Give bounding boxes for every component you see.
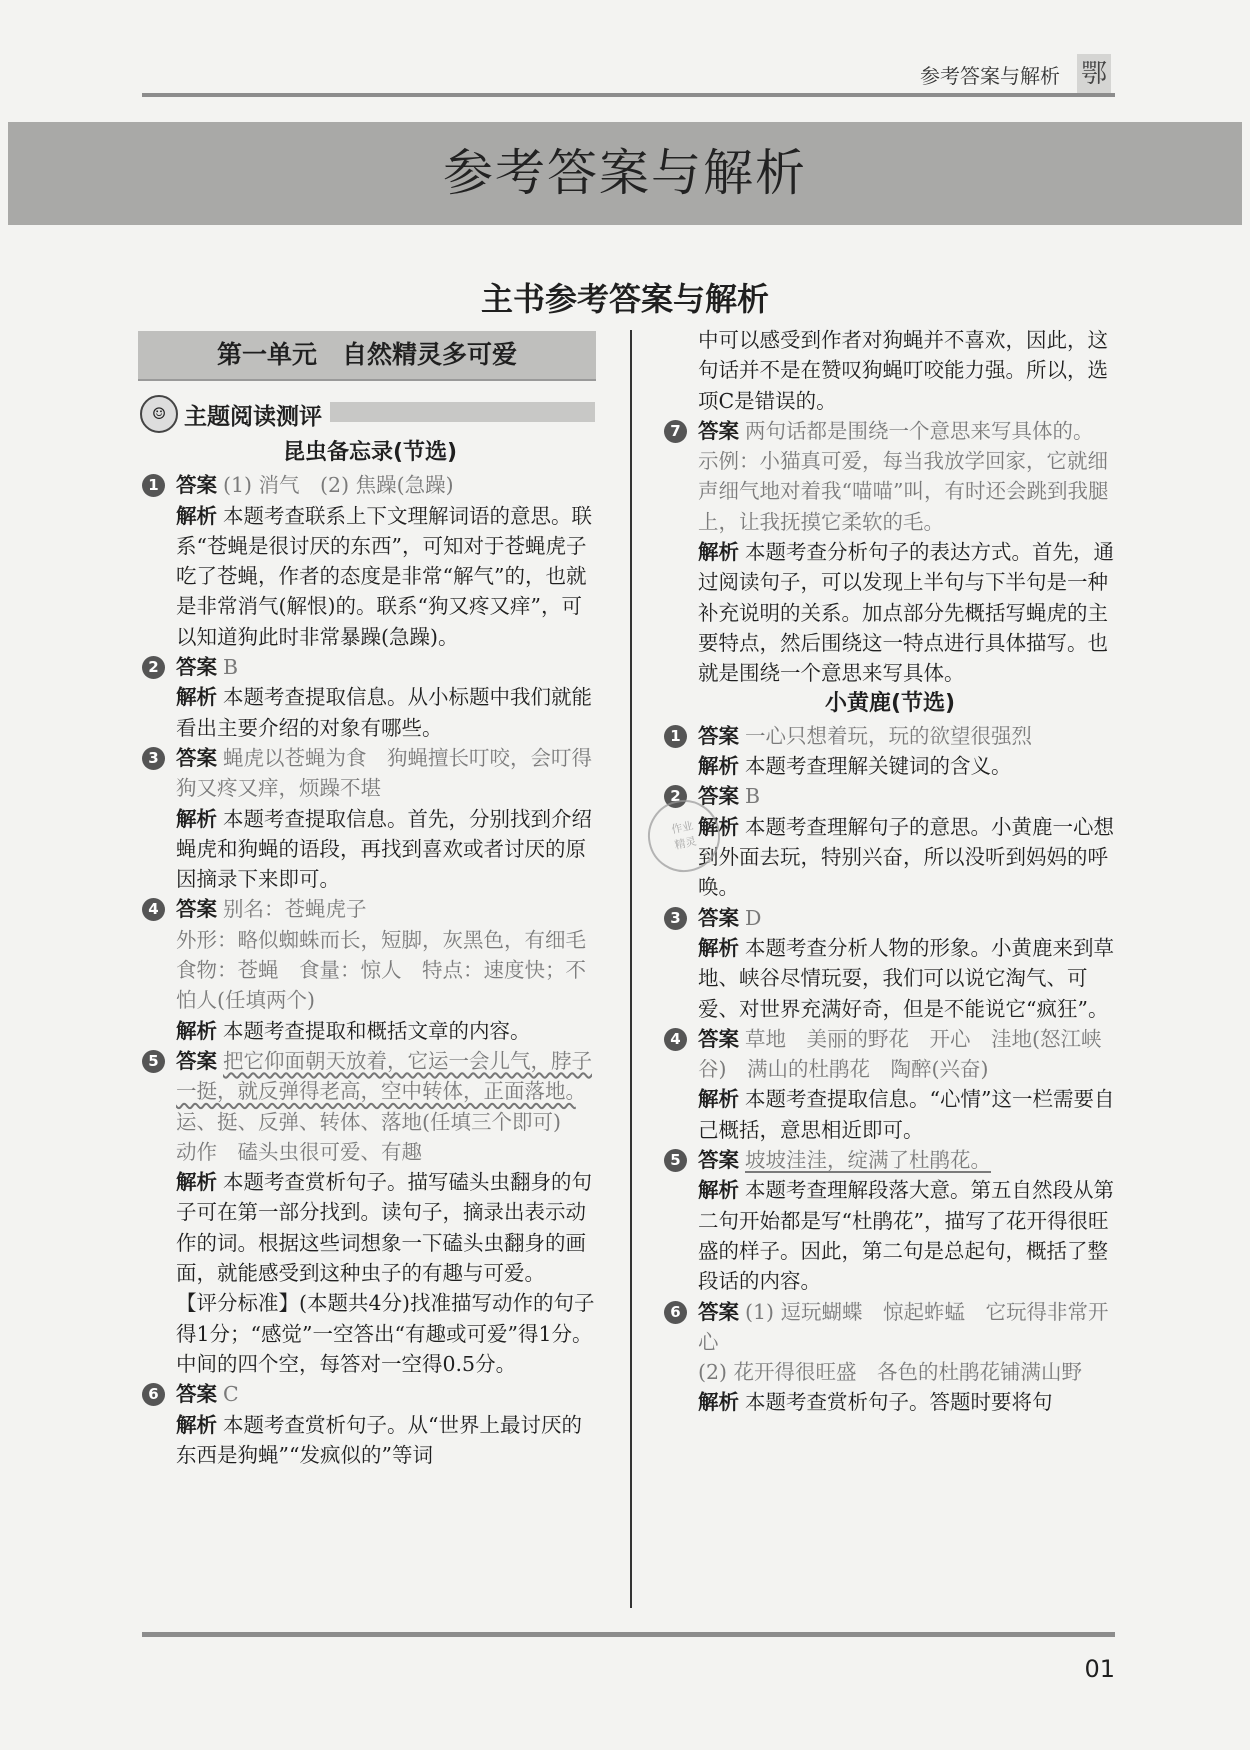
answer-item — [664, 1297, 1116, 1418]
question-number: 2 — [664, 785, 687, 808]
analysis-label: 解析 — [176, 1170, 217, 1195]
right-column — [664, 325, 1116, 1418]
analysis-text: 本题考查分析人物的形象。小黄鹿来到草地、峡谷尽情玩耍，我们可以说它淘气、可爱、对世界充满好奇，但是不能说它“疯狂”。 — [698, 935, 1114, 1021]
scoring-note: 【评分标准】(本题共4分)找准描写动作的句子得1分；“感觉”一空答出“有趣或可爱”得1分。中间的四个空，每答对一空得0.5分。 — [176, 1291, 595, 1376]
answer-label: 答案 — [176, 655, 217, 680]
running-title: 参考答案与解析 — [920, 64, 1060, 88]
analysis-label: 解析 — [176, 806, 217, 831]
analysis-label: 解析 — [176, 1412, 217, 1437]
answer-text: 一心只想着玩，玩的欲望很强烈 — [745, 723, 1032, 748]
analysis-label: 解析 — [698, 1178, 739, 1203]
answer-text: D — [745, 905, 762, 930]
answer-item — [142, 652, 598, 743]
answer-item — [142, 894, 598, 1045]
answer-label: 答案 — [176, 473, 217, 498]
analysis-text: 本题考查理解句子的意思。小黄鹿一心想到外面去玩，特别兴奋，所以没听到妈妈的呼唤。 — [698, 814, 1114, 900]
analysis-text: 本题考查联系上下文理解词语的意思。联系“苍蝇是很讨厌的东西”，可知对于苍蝇虎子吃了苍蝇，作者的态度是非常“解气”的，也就是非常消气(解恨)的。联系“狗又疼又痒”，可以知道狗此时非常暴躁(急躁)。 — [176, 503, 592, 649]
answer-item — [664, 1024, 1116, 1145]
analysis-label: 解析 — [698, 814, 739, 839]
article-title: 小黄鹿(节选) — [824, 690, 956, 716]
unit-label: 第一单元 自然精灵多可爱 — [216, 340, 517, 369]
answer-item — [664, 1145, 1116, 1296]
answer-text: 食物：苍蝇 食量：惊人 特点：速度快；不怕人(任填两个) — [176, 958, 586, 1013]
answer-label: 答案 — [698, 905, 739, 930]
answer-label: 答案 — [698, 784, 739, 809]
reading-icon: ☺ — [140, 395, 178, 433]
footer-rule — [142, 1632, 1115, 1637]
answer-item — [142, 1046, 598, 1379]
answer-text: C — [223, 1382, 239, 1407]
answer-item — [664, 781, 1116, 902]
answer-item — [664, 721, 1116, 782]
analysis-text: 本题考查赏析句子。描写磕头虫翻身的句子可在第一部分找到。读句子，摘录出表示动作的词。根据这些词想象一下磕头虫翻身的画面，就能感受到这种虫子的有趣与可爱。 — [176, 1170, 592, 1286]
answer-item — [142, 470, 598, 652]
section-heading — [140, 398, 322, 430]
page-number: 01 — [1084, 1655, 1115, 1683]
analysis-label: 解析 — [698, 935, 739, 960]
question-number: 2 — [142, 656, 165, 679]
answer-text: 别名：苍蝇虎子 — [223, 897, 367, 922]
question-number: 6 — [664, 1301, 687, 1324]
analysis-text: 本题考查理解关键词的含义。 — [745, 754, 1012, 779]
analysis-label: 解析 — [698, 1087, 739, 1112]
answer-text: 坡坡洼洼，绽满了杜鹃花。 — [745, 1148, 991, 1173]
analysis-text: 本题考查赏析句子。答题时要将句 — [745, 1390, 1053, 1415]
question-number: 3 — [142, 747, 165, 770]
answer-text: 草地 美丽的野花 开心 洼地(怒江峡谷) 满山的杜鹃花 陶醉(兴奋) — [698, 1026, 1102, 1082]
question-number: 5 — [142, 1050, 165, 1073]
answer-label: 答案 — [176, 897, 217, 922]
analysis-label: 解析 — [176, 1018, 217, 1043]
unit-bar — [138, 331, 596, 381]
answer-text: 运、挺、反弹、转体、落地(任填三个即可) 动作 磕头虫很可爱、有趣 — [176, 1079, 597, 1164]
column-divider — [630, 330, 632, 1608]
answer-text: (1) 逗玩蝴蝶 惊起蚱蜢 它玩得非常开心 — [698, 1299, 1109, 1354]
analysis-label: 解析 — [698, 540, 739, 565]
stamp-line: 作业 — [670, 819, 695, 837]
answer-text: 外形：略似蜘蛛而长，短脚，灰黑色，有细毛 — [176, 927, 586, 952]
answer-label: 答案 — [698, 723, 739, 748]
answer-label: 答案 — [176, 1048, 217, 1073]
banner — [8, 122, 1242, 225]
answer-item — [664, 903, 1116, 1024]
answer-text: B — [223, 655, 239, 680]
answer-label: 答案 — [176, 1382, 217, 1407]
question-number: 4 — [142, 898, 165, 921]
question-number: 1 — [142, 474, 165, 497]
continued-text: 中可以感受到作者对狗蝇并不喜欢，因此，这句话并不是在赞叹狗蝇叮咬能力强。所以，选项C是错误的。 — [698, 328, 1108, 413]
question-number: 5 — [664, 1149, 687, 1172]
answer-label: 答案 — [698, 1026, 739, 1051]
analysis-label: 解析 — [698, 1390, 739, 1415]
answer-item — [142, 743, 598, 894]
analysis-text: 本题考查赏析句子。从“世界上最讨厌的东西是狗蝇”“发疯似的”等词 — [176, 1412, 582, 1467]
question-number: 7 — [664, 420, 687, 443]
analysis-label: 解析 — [176, 503, 217, 528]
analysis-text: 本题考查提取信息。首先，分别找到介绍蝇虎和狗蝇的语段，再找到喜欢或者讨厌的原因摘录下来即可。 — [176, 806, 592, 892]
answer-item — [664, 416, 1116, 689]
question-number: 3 — [664, 907, 687, 930]
analysis-text: 本题考查理解段落大意。第五自然段从第二句开始都是写“杜鹃花”，描写了花开得很旺盛的样子。因此，第二句是总起句，概括了整段话的内容。 — [698, 1178, 1114, 1294]
question-number: 4 — [664, 1028, 687, 1051]
answer-text: (2) 花开得很旺盛 各色的杜鹃花铺满山野 — [698, 1360, 1083, 1385]
article-title: 昆虫备忘录(节选) — [282, 440, 458, 465]
answer-text: 把它仰面朝天放着，它运一会儿气，脖子一挺，就反弹得老高，空中转体，正面落地。 — [176, 1048, 592, 1104]
answer-label: 答案 — [698, 1148, 739, 1173]
answer-text: 两句话都是围绕一个意思来写具体的。 — [745, 418, 1094, 443]
answer-text: B — [745, 784, 761, 809]
header-rule — [142, 93, 1115, 97]
page-title: 参考答案与解析 — [443, 144, 807, 202]
seal-mark: 鄂 — [1077, 54, 1111, 94]
analysis-text: 本题考查提取信息。“心情”这一栏需要自己概括，意思相近即可。 — [698, 1087, 1115, 1142]
left-column — [142, 438, 598, 1470]
question-number: 6 — [142, 1383, 165, 1406]
section-label: 主题阅读测评 — [184, 403, 322, 430]
answer-text: (1) 消气 (2) 焦躁(急躁) — [223, 473, 454, 498]
analysis-label: 解析 — [176, 685, 217, 710]
answer-label: 答案 — [176, 745, 217, 770]
subtitle: 主书参考答案与解析 — [480, 280, 769, 318]
analysis-label: 解析 — [698, 754, 739, 779]
answer-label: 答案 — [698, 418, 739, 443]
answer-item — [142, 1379, 598, 1470]
answer-label: 答案 — [698, 1299, 739, 1324]
section-bar — [330, 402, 595, 422]
analysis-text: 本题考查提取信息。从小标题中我们就能看出主要介绍的对象有哪些。 — [176, 685, 592, 740]
answer-text: 蝇虎以苍蝇为食 狗蝇擅长叮咬，会叮得狗又疼又痒，烦躁不堪 — [176, 745, 592, 801]
question-number: 1 — [664, 725, 687, 748]
example-text: 示例：小猫真可爱，每当我放学回家，它就细声细气地对着我“喵喵”叫，有时还会跳到我腿上，让我抚摸它柔软的毛。 — [698, 449, 1109, 534]
stamp-line: 精灵 — [673, 834, 698, 852]
analysis-text: 本题考查提取和概括文章的内容。 — [223, 1018, 531, 1043]
analysis-text: 本题考查分析句子的表达方式。首先，通过阅读句子，可以发现上半句与下半句是一种补充说明的关系。加点部分先概括写蝇虎的主要特点，然后围绕这一特点进行具体描写。也就是围绕一个意思来写具体。 — [698, 540, 1114, 686]
